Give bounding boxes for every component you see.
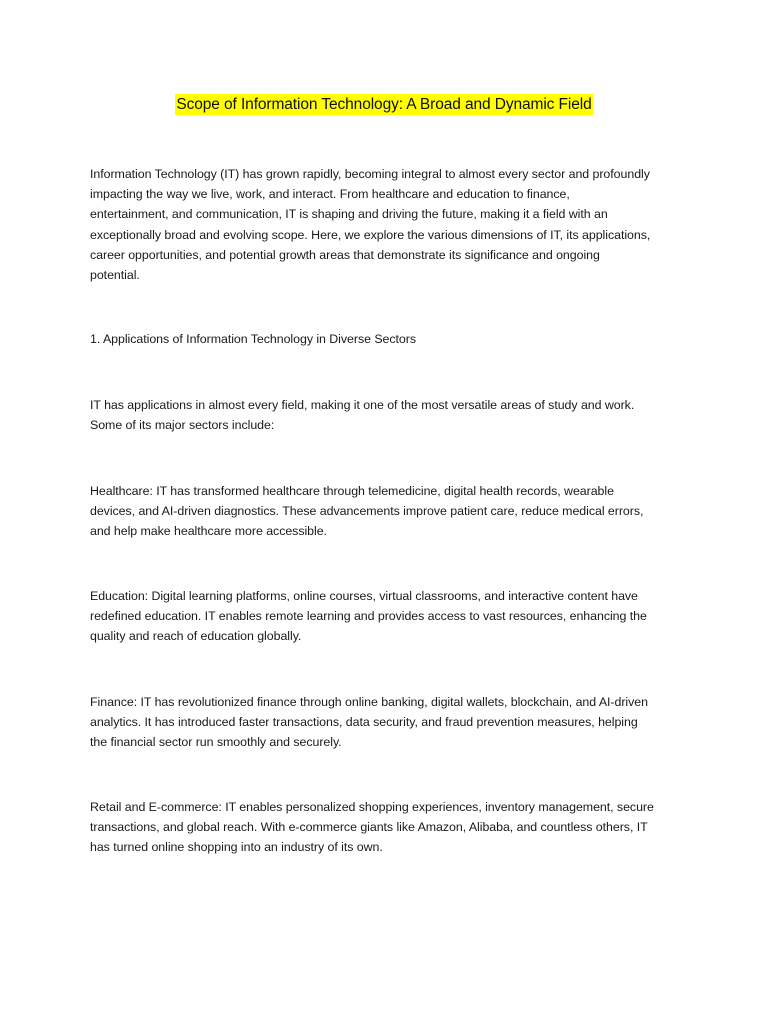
healthcare-paragraph [90,481,690,542]
document-title: Scope of Information Technology: A Broad and Dynamic Field [176,96,592,113]
paragraph-line: impacting the way we live, work, and interact. From healthcare and education to finance, [90,187,570,202]
section-intro-paragraph [90,395,690,435]
paragraph-line: career opportunities, and potential growth areas that demonstrate its significance and ongoing [90,247,600,262]
paragraph-line: potential. [90,268,140,283]
intro-paragraph [90,164,690,285]
paragraph-line: quality and reach of education globally. [90,629,302,644]
title-container [0,94,768,115]
paragraph-line: Education: Digital learning platforms, online courses, virtual classrooms, and interactive content have [90,589,638,603]
paragraph-line: Healthcare: IT has transformed healthcare through telemedicine, digital health records, wearable [90,484,614,498]
education-paragraph [90,586,690,647]
paragraph-line: exceptionally broad and evolving scope. Here, we explore the various dimensions of IT, its applications, [90,227,651,242]
paragraph-line: Finance: IT has revolutionized finance through online banking, digital wallets, blockchain, and AI-driven [90,695,648,709]
paragraph-line: redefined education. IT enables remote learning and provides access to vast resources, enhancing the [90,609,647,624]
paragraph-line: Some of its major sectors include: [90,418,275,433]
paragraph-line: has turned online shopping into an industry of its own. [90,840,383,855]
section-heading [90,329,690,349]
paragraph-line: entertainment, and communication, IT is shaping and driving the future, making it a field with an [90,207,608,222]
paragraph-line: IT has applications in almost every field, making it one of the most versatile areas of study and work. [90,398,635,412]
paragraph-line: and help make healthcare more accessible. [90,524,327,539]
paragraph-line: analytics. It has introduced faster transactions, data security, and fraud prevention measures, helping [90,715,638,730]
paragraph-line: the financial sector run smoothly and securely. [90,735,342,750]
retail-paragraph [90,797,690,858]
paragraph-line: Information Technology (IT) has grown rapidly, becoming integral to almost every sector and profoundly [90,167,650,181]
finance-paragraph [90,692,690,753]
paragraph-line: devices, and AI-driven diagnostics. These advancements improve patient care, reduce medical errors, [90,504,644,519]
section-heading-text: 1. Applications of Information Technology in Diverse Sectors [90,332,416,346]
paragraph-line: Retail and E-commerce: IT enables personalized shopping experiences, inventory management, secure [90,800,654,814]
paragraph-line: transactions, and global reach. With e-commerce giants like Amazon, Alibaba, and countless others, IT [90,820,648,835]
